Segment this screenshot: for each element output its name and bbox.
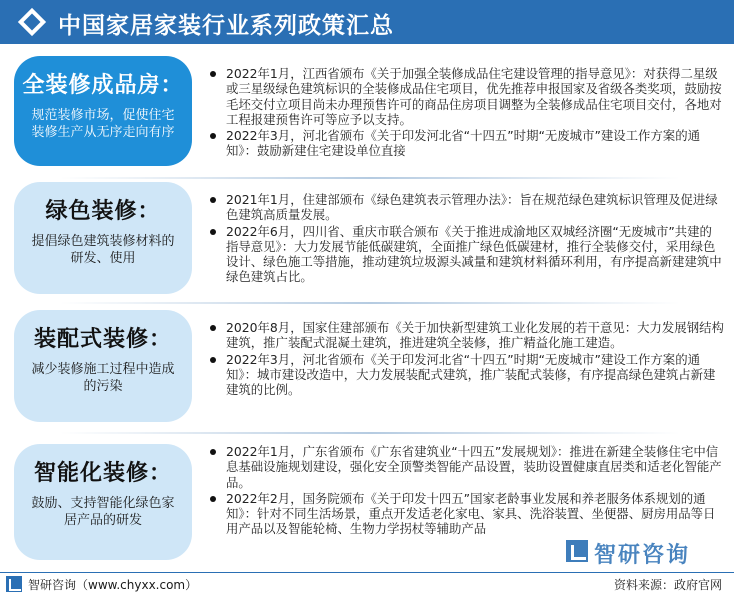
policy-item: 2022年3月，河北省颁布《关于印发河北省“十四五”时期“无废城市”建设工作方案的通知》：鼓励新建住宅建设单位直接	[204, 128, 724, 159]
policy-section-full-decoration	[0, 52, 734, 172]
policy-item: 2022年6月，四川省、重庆市联合颁布《关于推进成渝地区双城经济圈“无废城市”共建的指导意见》：大力发展节能低碳建筑，全面推广绿色低碳建材，推行全装修交付，采用绿色设计、绿色施工等措施，推动建筑垃圾源头减量和建筑材料循环利用，有序提高新建建筑中绿色建筑占比。	[204, 224, 724, 285]
policy-item: 2022年1月，广东省颁布《广东省建筑业“十四五”发展规划》：推进在新建全装修住宅中信息基础设施规划建设，强化安全顶警类智能产品设置，装助设置健康直居类和适老化智能产品。	[204, 444, 724, 490]
policy-item: 2022年3月，河北省颁布《关于印发河北省“十四五”时期“无废城市”建设工作方案的通知》：城市建设改造中，大力发展装配式建筑，推广装配式装修，有序提高绿色建筑占新建建筑的比例。	[204, 352, 724, 398]
policy-list	[204, 320, 724, 398]
bullet-dot-icon	[210, 133, 216, 139]
brand-watermark	[566, 536, 734, 570]
category-pill	[14, 310, 192, 422]
category-desc: 规范装修市场，促使住宅装修生产从无序走向有序	[31, 108, 175, 140]
section-divider	[60, 177, 680, 179]
policy-item: 2020年8月，国家住建部颁布《关于加快新型建筑工业化发展的若干意见：大力发展钢结构建筑，推广装配式混凝土建筑，推进建筑全装修，推广精益化施工建造。	[204, 320, 724, 351]
section-divider	[60, 302, 680, 304]
bullet-dot-icon	[210, 197, 216, 203]
category-title: 装配式装修：	[33, 327, 172, 352]
bullet-dot-icon	[210, 325, 216, 331]
bullet-dot-icon	[210, 357, 216, 363]
diamond-icon	[18, 8, 46, 36]
category-title: 绿色装修：	[45, 199, 161, 224]
category-pill	[14, 182, 192, 294]
policy-item: 2022年2月，国务院颁布《关于印发十四五”国家老龄事业发展和养老服务体系规划的通知》：针对不同生活场景，重点开发适老化家电、家具、洗浴装置、坐便器、厨房用品等日用产品以及智能轮椅、生物力学拐杖等辅助产品	[204, 491, 724, 537]
category-desc: 鼓励、支持智能化绿色家居产品的研发	[31, 496, 175, 528]
footer-source-site: 智研咨询（www.chyxx.com）	[28, 578, 198, 592]
footer-data-source: 资料来源：政府官网	[613, 578, 722, 592]
policy-list	[204, 444, 724, 538]
brand-watermark-text: 智研咨询	[594, 543, 691, 568]
policy-item: 2021年1月，住建部颁布《绿色建筑表示管理办法》：旨在规范绿色建筑标识管理及促进绿色建筑高质量发展。	[204, 192, 724, 223]
footer-bar	[0, 572, 734, 594]
bullet-dot-icon	[210, 229, 216, 235]
brand-logo-icon	[6, 576, 22, 592]
brand-logo-icon	[566, 540, 588, 562]
category-title: 全装修成品房：	[22, 73, 184, 98]
policy-item: 2022年1月，江西省颁布《关于加强全装修成品住宅建设管理的指导意见》：对获得二星级或三星级绿色建筑标识的全装修成品住宅项目，优先推荐申报国家及省级各类奖项，鼓励按毛坯交付立项目尚未办理预售许可的商品住房项目调整为全装修成品住宅项目交付，各地对工程报建预售许可等应予以支持。	[204, 66, 724, 127]
category-pill	[14, 56, 192, 166]
section-divider	[60, 432, 680, 434]
header-bar	[0, 0, 734, 44]
category-desc: 提倡绿色建筑装修材料的研发、使用	[31, 234, 175, 266]
bullet-dot-icon	[210, 449, 216, 455]
policy-section-prefab-decoration	[0, 308, 734, 426]
policy-list	[204, 66, 724, 160]
category-title: 智能化装修：	[33, 461, 172, 486]
policy-list	[204, 192, 724, 286]
policy-section-green-decoration	[0, 182, 734, 302]
category-desc: 减少装修施工过程中造成的污染	[31, 362, 175, 394]
bullet-dot-icon	[210, 496, 216, 502]
bullet-dot-icon	[210, 71, 216, 77]
page-title: 中国家居家装行业系列政策汇总	[58, 13, 394, 39]
category-pill	[14, 444, 192, 560]
